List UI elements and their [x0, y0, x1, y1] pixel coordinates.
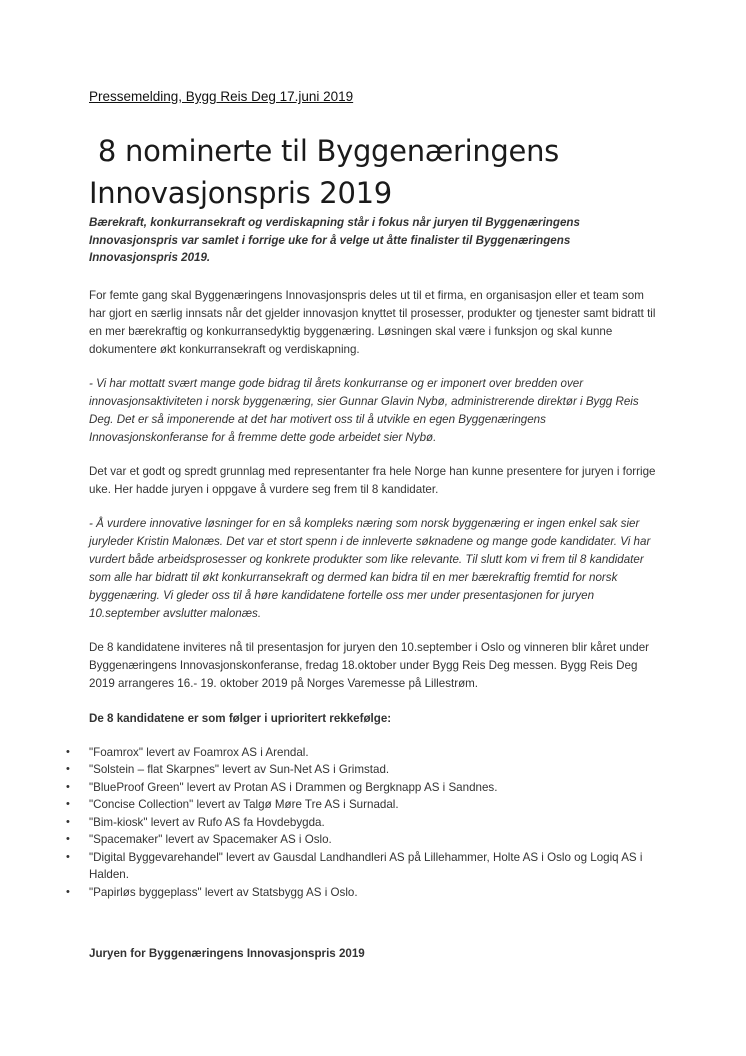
press-release-document — [66, 88, 659, 963]
bullet-icon: • — [66, 780, 70, 793]
bullet-icon: • — [66, 798, 70, 810]
quote-paragraph-2: - Å vurdere innovative løsninger for en så kompleks næring som norsk byggenæring er ingen enkel sak sier juryleder Kristin Malonæs. Det var et stort spenn i de innleverte søknadene og mange gode kandidater. Vi har vurdert både arbeidsprosesser og konkrete produkter som like relevante. Til slutt kom vi frem til 8 kandidater som alle har bidratt til økt konkurransekraft og dermed kan bidra til en mer bærekraftig fremtid for norsk byggenæring. Vi gleder oss til å høre kandidatene fortelle oss mer under presentasjonen for juryen 10.september avslutter malonæs. — [89, 516, 651, 620]
candidate-text: "Papirløs byggeplass" levert av Statsbygg AS i Oslo. — [89, 885, 358, 899]
title-line-1: 8 nominerte til Byggenæringens — [89, 134, 559, 168]
lead-paragraph: Bærekraft, konkurransekraft og verdiskapning står i fokus når juryen til Byggenæringens Innovasjonspris var samlet i forrige uke for å velge ut åtte finalister til Byggenæringens Innovasjonspris 2019. — [89, 216, 580, 264]
page-title — [89, 130, 659, 214]
bullet-icon: • — [66, 850, 70, 863]
bullet-icon: • — [66, 815, 70, 828]
title-line-2: Innovasjonspris 2019 — [89, 176, 392, 210]
list-item — [66, 831, 659, 849]
bullet-icon: • — [66, 745, 70, 758]
list-item — [66, 849, 659, 884]
quote-paragraph-1: - Vi har mottatt svært mange gode bidrag til årets konkurranse og er imponert over bredden over innovasjonsaktiviteten i norsk byggenæring, sier Gunnar Glavin Nybø, administrerende direktør i Bygg Reis Deg. Det er så imponerende at det har motivert oss til å utvikle en egen Byggenæringens Innovasjonskonferanse for å fremme dette gode arbeidet sier Nybø. — [89, 376, 639, 444]
body-paragraph-1: For femte gang skal Byggenæringens Innovasjonspris deles ut til et firma, en organisasjon eller et team som har gjort en særlig innsats når det gjelder innovasjon knyttet til prosesser, produkter og tjenester samt bidratt til en mer bærekraftig og konkurransedyktig byggenæring. Løsningen skal være i funksjon og skal kunne dokumentere økt konkurransekraft og verdiskapning. — [89, 288, 656, 356]
candidate-text: "Spacemaker" levert av Spacemaker AS i Oslo. — [89, 833, 332, 846]
list-item — [66, 814, 659, 832]
candidate-text: "Digital Byggevarehandel" levert av Gausdal Landhandleri AS på Lillehammer, Holte AS i Oslo og Logiq AS i Halden. — [89, 850, 643, 881]
candidate-text: "Solstein – flat Skarpnes" levert av Sun-Net AS i Grimstad. — [89, 763, 390, 776]
body-paragraph-2: Det var et godt og spredt grunnlag med representanter fra hele Norge han kunne presentere for juryen i forrige uke. Her hadde juryen i oppgave å vurdere seg frem til 8 kandidater. — [89, 464, 656, 496]
bullet-icon: • — [66, 763, 70, 775]
signature-line: Juryen for Byggenæringens Innovasjonspris 2019 — [89, 947, 365, 960]
candidates-heading: De 8 kandidatene er som følger i uprioritert rekkefølge: — [89, 711, 392, 725]
body-paragraph-3: De 8 kandidatene inviteres nå til presentasjon for juryen den 10.september i Oslo og vinneren blir kåret under Byggenæringens Innovasjonskonferanse, fredag 18.oktober under Bygg Reis Deg messen. Bygg Reis Deg 2019 arrangeres 16.- 19. oktober 2019 på Norges Varemesse på Lillestrøm. — [89, 640, 650, 690]
candidate-text: "BlueProof Green" levert av Protan AS i Drammen og Bergknapp AS i Sandnes. — [89, 780, 498, 794]
press-release-header: Pressemelding, Bygg Reis Deg 17.juni 2019 — [89, 89, 354, 104]
list-item — [66, 761, 659, 779]
candidate-text: "Concise Collection" levert av Talgø Møre Tre AS i Surnadal. — [89, 798, 399, 811]
list-item — [66, 779, 659, 797]
candidate-text: "Foamrox" levert av Foamrox AS i Arendal. — [89, 745, 309, 759]
list-item — [66, 884, 659, 902]
list-item — [66, 796, 659, 814]
candidate-text: "Bim-kiosk" levert av Rufo AS fa Hovdebygda. — [89, 815, 325, 829]
list-item — [66, 744, 659, 762]
candidates-list — [66, 744, 659, 902]
bullet-icon: • — [66, 885, 70, 898]
bullet-icon: • — [66, 833, 70, 845]
